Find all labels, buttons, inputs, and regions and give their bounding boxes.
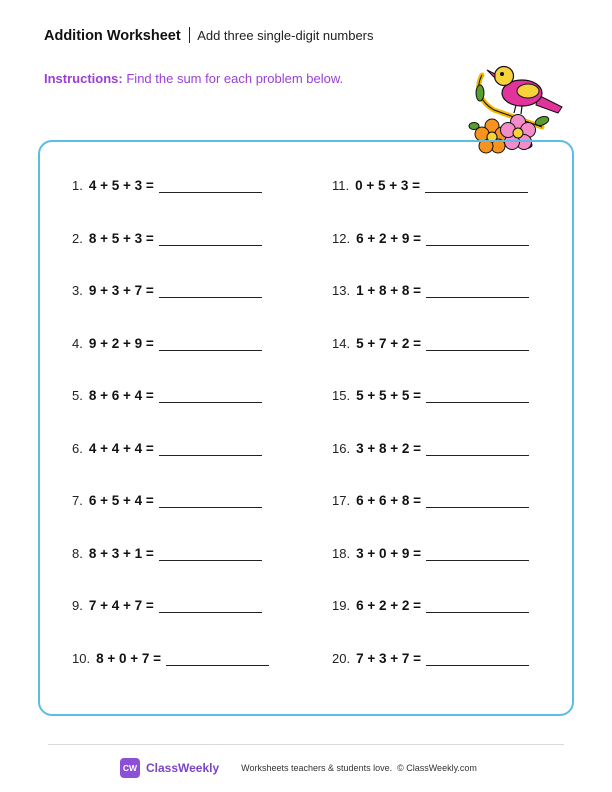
problem-expression: 4 + 4 + 4 = — [88, 440, 154, 456]
problem-expression: 9 + 3 + 7 = — [88, 283, 154, 298]
answer-line[interactable] — [426, 283, 529, 298]
problem-number: 2. — [72, 230, 83, 246]
instructions-label: Instructions: — [44, 71, 123, 86]
problem-expression: 5 + 7 + 2 = — [356, 335, 422, 351]
problem-number: 6. — [72, 440, 83, 456]
footer-divider — [48, 744, 564, 745]
answer-line[interactable] — [159, 546, 262, 561]
answer-line[interactable] — [426, 493, 529, 508]
problem-item — [72, 598, 262, 618]
problem-number: 14. — [332, 335, 351, 351]
problem-number: 16. — [332, 440, 351, 456]
answer-line[interactable] — [426, 546, 529, 561]
brand-name: ClassWeekly — [146, 761, 220, 775]
classweekly-logo-icon: CW — [120, 758, 140, 778]
problem-item — [332, 546, 529, 566]
problem-number: 8. — [72, 545, 83, 561]
answer-line[interactable] — [426, 598, 529, 613]
problem-expression: 6 + 6 + 8 = — [356, 493, 422, 508]
problem-item — [72, 178, 262, 198]
footer-tagline: Worksheets teachers & students love. — [241, 763, 393, 773]
problem-number: 18. — [332, 545, 351, 561]
answer-line[interactable] — [159, 598, 262, 613]
problem-expression: 4 + 5 + 3 = — [88, 178, 154, 193]
worksheet-subtitle: Add three single-digit numbers — [197, 28, 374, 43]
problem-number: 9. — [72, 598, 83, 613]
answer-line[interactable] — [159, 231, 262, 246]
problem-item — [72, 283, 262, 303]
problem-number: 4. — [72, 335, 83, 351]
problem-item — [332, 283, 529, 303]
problem-expression: 3 + 8 + 2 = — [356, 440, 422, 456]
problem-expression: 5 + 5 + 5 = — [356, 388, 422, 403]
answer-line[interactable] — [159, 336, 262, 351]
problem-number: 5. — [72, 388, 83, 403]
answer-line[interactable] — [426, 336, 529, 351]
answer-line[interactable] — [159, 283, 262, 298]
problem-number: 19. — [332, 598, 351, 613]
problem-expression: 6 + 2 + 9 = — [356, 230, 422, 246]
instructions-text: Find the sum for each problem below. — [126, 71, 344, 86]
problem-number: 10. — [72, 650, 91, 666]
answer-line[interactable] — [426, 651, 529, 666]
worksheet-title: Addition Worksheet — [44, 28, 181, 44]
problem-item — [332, 388, 529, 408]
problem-number: 3. — [72, 283, 83, 298]
problem-item — [332, 598, 529, 618]
problem-item — [332, 231, 529, 251]
answer-line[interactable] — [426, 231, 529, 246]
answer-line[interactable] — [166, 651, 269, 666]
answer-line[interactable] — [425, 178, 528, 193]
problem-item — [332, 178, 528, 198]
problem-expression: 9 + 2 + 9 = — [88, 335, 154, 351]
problem-number: 15. — [332, 388, 351, 403]
answer-line[interactable] — [159, 388, 262, 403]
problem-item — [72, 336, 262, 356]
answer-line[interactable] — [426, 388, 529, 403]
problem-number: 7. — [72, 493, 83, 508]
problem-expression: 8 + 0 + 7 = — [96, 650, 162, 666]
problem-expression: 8 + 6 + 4 = — [88, 388, 154, 403]
problem-item — [332, 441, 529, 461]
footer-copyright: © ClassWeekly.com — [397, 763, 477, 773]
instructions — [44, 71, 343, 86]
answer-line[interactable] — [426, 441, 529, 456]
problem-expression: 1 + 8 + 8 = — [356, 283, 422, 298]
problem-item — [332, 493, 529, 513]
problem-expression: 8 + 5 + 3 = — [88, 230, 154, 246]
problem-number: 1. — [72, 178, 83, 193]
problems-card — [38, 140, 574, 716]
problem-expression: 0 + 5 + 3 = — [355, 178, 421, 193]
problem-item — [332, 336, 529, 356]
answer-line[interactable] — [159, 178, 262, 193]
problem-number: 12. — [332, 230, 351, 246]
problem-expression: 7 + 3 + 7 = — [356, 650, 422, 666]
problem-item — [72, 388, 262, 408]
problem-item — [72, 546, 262, 566]
problem-number: 13. — [332, 283, 351, 298]
problem-item — [72, 441, 262, 461]
answer-line[interactable] — [159, 441, 262, 456]
problem-item — [72, 231, 262, 251]
worksheet-header — [44, 27, 374, 44]
problem-item — [72, 493, 262, 513]
problem-expression: 6 + 2 + 2 = — [356, 598, 422, 613]
header-divider — [189, 27, 191, 43]
footer — [120, 758, 477, 778]
answer-line[interactable] — [159, 493, 262, 508]
problem-expression: 7 + 4 + 7 = — [88, 598, 154, 613]
problem-number: 20. — [332, 650, 351, 666]
problem-expression: 8 + 3 + 1 = — [88, 545, 154, 561]
problem-number: 17. — [332, 493, 351, 508]
problem-expression: 3 + 0 + 9 = — [356, 545, 422, 561]
problem-item — [332, 651, 529, 671]
problem-item — [72, 651, 269, 671]
problem-expression: 6 + 5 + 4 = — [88, 493, 154, 508]
problem-number: 11. — [332, 178, 350, 193]
